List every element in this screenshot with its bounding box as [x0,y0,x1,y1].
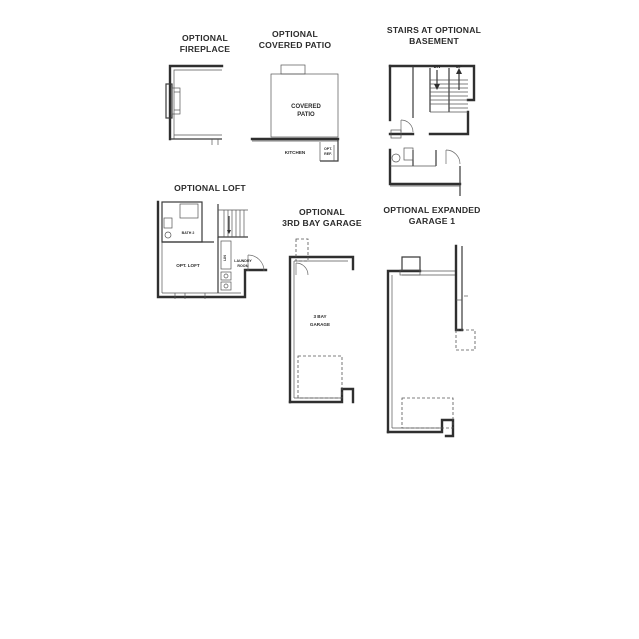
bath-2-label: BATH 2 [181,231,195,235]
laundry-label-line2: ROOM [237,264,249,268]
expanded-garage-plan [388,246,475,436]
patio-grill-pad [281,65,305,74]
loft-plan [158,202,266,299]
expanded-garage-door-outline [402,398,453,428]
stairs-up-label: UP [455,64,463,69]
fireplace-title-line2: FIREPLACE [179,44,231,54]
opt-ref-label-line1: OPT. [324,147,332,151]
stairs-title-line2: BASEMENT [409,36,459,46]
kitchen-label: KITCHEN [284,150,306,155]
three-bay-label-line1: 3 BAY [313,314,327,319]
down-arrowhead-icon [434,84,440,90]
garage-door-outline [298,356,342,398]
opt-loft-label: OPT. LOFT [176,263,200,268]
linen-label: LIN [223,255,227,261]
expanded-title-line2: GARAGE 1 [408,216,456,226]
fireplace-option [166,33,230,145]
expanded-title-line1: OPTIONAL EXPANDED [383,205,481,215]
loft-title: OPTIONAL LOFT [174,183,246,193]
covered-patio-label-line2: PATIO [297,112,315,118]
fireplace-plan [166,66,222,145]
stairs-title-line1: STAIRS AT OPTIONAL [386,25,482,35]
opt-ref-label-line2: REF. [324,152,332,156]
loft-option [158,183,266,299]
fixture-symbol [392,154,400,162]
covered-patio-option [252,29,338,161]
stairs-down-label: DN [433,64,441,69]
garage3-title-line2: 3RD BAY GARAGE [282,218,362,228]
basement-stairs-option [387,25,481,196]
linen-closet [221,241,231,269]
expanded-garage-option [383,205,480,436]
laundry-label-line1: LAUNDRY [234,259,252,263]
covered-patio-label-line1: COVERED [291,104,321,110]
bath-2-room [162,202,202,242]
covered-patio-plan [252,65,338,161]
basement-stairs-plan [390,64,474,196]
garage3-title-line1: OPTIONAL [299,207,345,217]
patio-title-line2: COVERED PATIO [258,40,332,50]
three-bay-label-line2: GARAGE [309,322,331,327]
third-bay-garage-option [282,207,362,402]
third-bay-garage-plan [290,239,353,402]
patio-title-line1: OPTIONAL [272,29,318,39]
fireplace-title-line1: OPTIONAL [182,33,228,43]
